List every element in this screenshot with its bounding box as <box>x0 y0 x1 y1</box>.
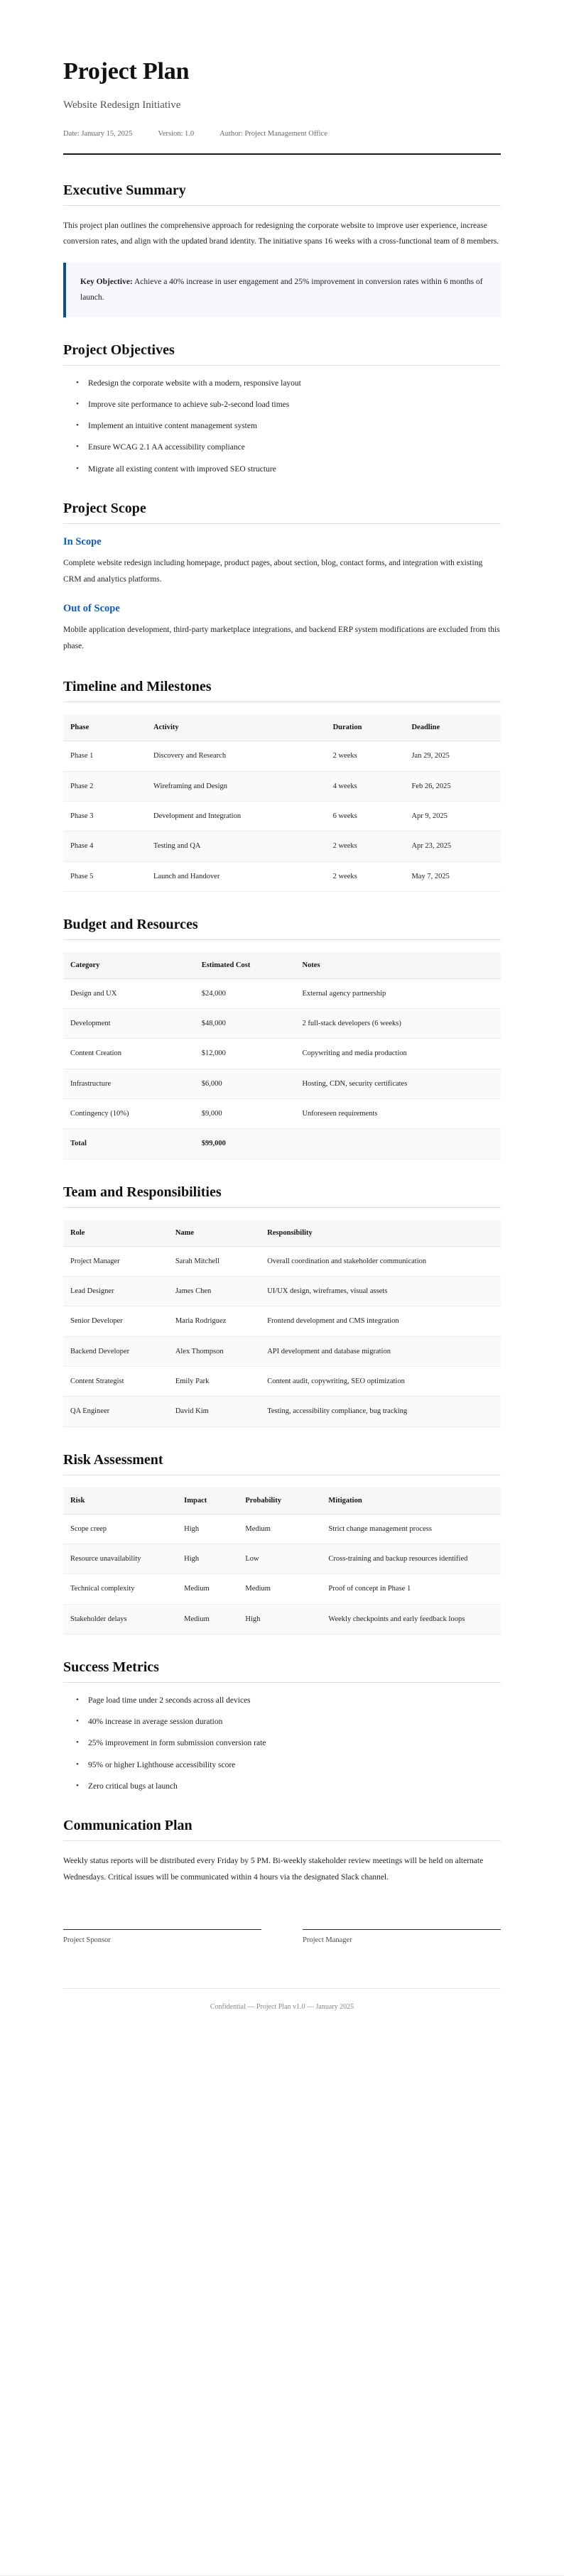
column-header: Role <box>63 1220 168 1247</box>
table-cell: Medium <box>238 1514 321 1544</box>
column-header: Impact <box>177 1488 238 1515</box>
section-divider <box>63 365 501 366</box>
signature-section <box>63 1929 501 1944</box>
table-row <box>63 1544 501 1573</box>
callout-label: Key Objective: <box>80 277 133 286</box>
table-cell: Phase 2 <box>63 771 146 801</box>
table-cell: High <box>238 1604 321 1634</box>
table-cell: James Chen <box>168 1277 260 1306</box>
table-row <box>63 1336 501 1366</box>
table-cell: Project Manager <box>63 1246 168 1276</box>
footer-divider <box>63 1988 501 1989</box>
timeline-table <box>63 714 501 892</box>
table-cell: Content audit, copywriting, SEO optimization <box>260 1366 501 1396</box>
table-cell: Content Strategist <box>63 1366 168 1396</box>
table-cell: Feb 26, 2025 <box>404 771 501 801</box>
callout-text <box>80 274 488 306</box>
signature-line[interactable] <box>303 1929 501 1930</box>
table-cell: Development and Integration <box>146 801 326 831</box>
risk-table <box>63 1488 501 1634</box>
table-cell: Unforeseen requirements <box>295 1099 501 1129</box>
table-cell: $12,000 <box>195 1039 295 1069</box>
table-cell: QA Engineer <box>63 1397 168 1426</box>
document-metadata <box>63 130 501 138</box>
title-divider <box>63 153 501 155</box>
document-subtitle: Website Redesign Initiative <box>63 99 181 111</box>
table-cell: High <box>177 1514 238 1544</box>
table-header-row <box>63 1220 501 1247</box>
table-row <box>63 1039 501 1069</box>
table-row <box>63 801 501 831</box>
table-cell: David Kim <box>168 1397 260 1426</box>
table-row <box>63 1397 501 1426</box>
table-cell: Development <box>63 1009 195 1039</box>
out-of-scope-text: Mobile application development, third-party marketplace integrations, and backend ERP system modifications are excluded from this phase. <box>63 626 500 650</box>
signature-label: Project Manager <box>303 1936 352 1944</box>
table-header-row <box>63 952 501 979</box>
table-cell: Wireframing and Design <box>146 771 326 801</box>
table-cell: UI/UX design, wireframes, visual assets <box>260 1277 501 1306</box>
table-cell: API development and database migration <box>260 1336 501 1366</box>
table-cell: 6 weeks <box>326 801 405 831</box>
table-cell: Design and UX <box>63 978 195 1008</box>
section-heading: Communication Plan <box>63 1818 192 1834</box>
list-item: • Implement an intuitive content management system <box>76 420 501 432</box>
subsection-out-of-scope-heading: Out of Scope <box>63 603 120 615</box>
table-cell: Maria Rodriguez <box>168 1306 260 1336</box>
table-cell: Technical complexity <box>63 1574 177 1604</box>
column-header: Phase <box>63 714 146 741</box>
table-cell: Backend Developer <box>63 1336 168 1366</box>
section-divider <box>63 939 501 940</box>
table-cell: Frontend development and CMS integration <box>260 1306 501 1336</box>
section-divider <box>63 523 501 524</box>
list-item: • Zero critical bugs at launch <box>76 1781 501 1793</box>
column-header: Probability <box>238 1488 321 1515</box>
table-cell: Overall coordination and stakeholder communication <box>260 1246 501 1276</box>
section-executive-summary <box>63 182 501 317</box>
section-heading: Budget and Resources <box>63 916 198 932</box>
section-timeline <box>63 678 501 892</box>
table-row-total <box>63 1129 501 1159</box>
table-cell: Low <box>238 1544 321 1573</box>
section-project-scope <box>63 500 501 654</box>
table-cell: Phase 4 <box>63 831 146 861</box>
table-row <box>63 1604 501 1634</box>
section-risk-assessment <box>63 1451 501 1634</box>
key-objective-callout <box>63 263 501 317</box>
list-item: • Ensure WCAG 2.1 AA accessibility compliance <box>76 442 501 454</box>
list-item: • Improve site performance to achieve sub-2-second load times <box>76 399 501 411</box>
table-cell: Weekly checkpoints and early feedback loops <box>321 1604 501 1634</box>
table-cell: $99,000 <box>195 1129 295 1159</box>
table-cell: Apr 9, 2025 <box>404 801 501 831</box>
subsection-in-scope-heading: In Scope <box>63 535 102 547</box>
table-cell: Apr 23, 2025 <box>404 831 501 861</box>
column-header: Deadline <box>404 714 501 741</box>
table-cell: Stakeholder delays <box>63 1604 177 1634</box>
signature-block-manager <box>303 1929 501 1944</box>
table-cell: Senior Developer <box>63 1306 168 1336</box>
team-table <box>63 1220 501 1427</box>
table-cell: High <box>177 1544 238 1573</box>
callout-body: Achieve a 40% increase in user engagement and 25% improvement in conversion rates within 6 months of launch. <box>80 277 483 302</box>
section-heading: Project Objectives <box>63 342 175 358</box>
table-row <box>63 1069 501 1098</box>
section-heading: Team and Responsibilities <box>63 1184 222 1200</box>
table-cell: Medium <box>177 1574 238 1604</box>
table-row <box>63 1366 501 1396</box>
table-cell: Phase 3 <box>63 801 146 831</box>
table-row <box>63 741 501 771</box>
table-row <box>63 1246 501 1276</box>
table-row <box>63 831 501 861</box>
page-title: Project Plan <box>63 58 190 84</box>
table-row <box>63 861 501 891</box>
table-row <box>63 1009 501 1039</box>
section-heading: Risk Assessment <box>63 1451 163 1468</box>
section-heading: Success Metrics <box>63 1659 159 1675</box>
section-heading: Project Scope <box>63 500 146 516</box>
document-header <box>63 58 501 155</box>
section-heading: Executive Summary <box>63 182 186 198</box>
list-item: • Redesign the corporate website with a modern, responsive layout <box>76 378 501 390</box>
column-header: Estimated Cost <box>195 952 295 979</box>
table-cell: 4 weeks <box>326 771 405 801</box>
executive-summary-paragraph: This project plan outlines the comprehensive approach for redesigning the corporate website to improve user experience, increase conversion rates, and align with the updated brand identity. The initiative spans 16 weeks with a cross-functional team of 8 members. <box>63 221 499 246</box>
section-divider <box>63 1207 501 1208</box>
table-cell: May 7, 2025 <box>404 861 501 891</box>
table-cell: Testing, accessibility compliance, bug tracking <box>260 1397 501 1426</box>
table-cell: 2 weeks <box>326 831 405 861</box>
section-communication-plan <box>63 1817 501 1885</box>
table-cell: Launch and Handover <box>146 861 326 891</box>
table-row <box>63 771 501 801</box>
metrics-list <box>63 1695 501 1793</box>
table-cell: Copywriting and media production <box>295 1039 501 1069</box>
in-scope-text: Complete website redesign including homepage, product pages, about section, blog, contact forms, and integration with existing CRM and analytics platforms. <box>63 559 483 584</box>
table-cell: 2 weeks <box>326 741 405 771</box>
column-header: Activity <box>146 714 326 741</box>
table-cell: Discovery and Research <box>146 741 326 771</box>
table-header-row <box>63 714 501 741</box>
signature-label: Project Sponsor <box>63 1936 111 1944</box>
section-team <box>63 1184 501 1427</box>
signature-line[interactable] <box>63 1929 261 1930</box>
table-cell: 2 weeks <box>326 861 405 891</box>
table-cell: Emily Park <box>168 1366 260 1396</box>
table-cell: Scope creep <box>63 1514 177 1544</box>
meta-author: Author: Project Management Office <box>219 129 327 138</box>
table-cell: Jan 29, 2025 <box>404 741 501 771</box>
table-cell: Contingency (10%) <box>63 1099 195 1129</box>
table-cell: $9,000 <box>195 1099 295 1129</box>
table-cell: Medium <box>238 1574 321 1604</box>
table-cell: Resource unavailability <box>63 1544 177 1573</box>
column-header: Duration <box>326 714 405 741</box>
table-cell: Total <box>63 1129 195 1159</box>
column-header: Name <box>168 1220 260 1247</box>
communication-text: Weekly status reports will be distributed every Friday by 5 PM. Bi-weekly stakeholder review meetings will be held on alternate Wednesdays. Critical issues will be communicated within 4 hours via the designated Slack channel. <box>63 1857 484 1882</box>
table-row <box>63 1514 501 1544</box>
table-cell: 2 full-stack developers (6 weeks) <box>295 1009 501 1039</box>
list-item: • Migrate all existing content with improved SEO structure <box>76 464 501 476</box>
table-cell: Phase 5 <box>63 861 146 891</box>
table-cell: Content Creation <box>63 1039 195 1069</box>
table-row <box>63 978 501 1008</box>
table-cell: Hosting, CDN, security certificates <box>295 1069 501 1098</box>
table-cell <box>295 1129 501 1159</box>
table-cell: Sarah Mitchell <box>168 1246 260 1276</box>
table-row <box>63 1574 501 1604</box>
table-cell: Strict change management process <box>321 1514 501 1544</box>
table-cell: Infrastructure <box>63 1069 195 1098</box>
column-header: Notes <box>295 952 501 979</box>
table-cell: Lead Designer <box>63 1277 168 1306</box>
list-item: • 25% improvement in form submission conversion rate <box>76 1737 501 1750</box>
table-cell: $6,000 <box>195 1069 295 1098</box>
signature-block-sponsor <box>63 1929 261 1944</box>
footer-text: Confidential — Project Plan v1.0 — January 2025 <box>210 2002 354 2011</box>
table-row <box>63 1306 501 1336</box>
objectives-list <box>63 378 501 476</box>
table-row <box>63 1277 501 1306</box>
section-project-objectives <box>63 342 501 476</box>
table-cell: Medium <box>177 1604 238 1634</box>
meta-version: Version: 1.0 <box>158 129 195 138</box>
table-cell: External agency partnership <box>295 978 501 1008</box>
section-budget <box>63 916 501 1159</box>
table-cell: Testing and QA <box>146 831 326 861</box>
section-success-metrics <box>63 1659 501 1793</box>
column-header: Mitigation <box>321 1488 501 1515</box>
meta-date: Date: January 15, 2025 <box>63 129 133 138</box>
column-header: Responsibility <box>260 1220 501 1247</box>
table-cell: Alex Thompson <box>168 1336 260 1366</box>
table-header-row <box>63 1488 501 1515</box>
column-header: Category <box>63 952 195 979</box>
section-heading: Timeline and Milestones <box>63 679 212 695</box>
list-item: • 95% or higher Lighthouse accessibility score <box>76 1759 501 1772</box>
table-row <box>63 1099 501 1129</box>
budget-table <box>63 952 501 1159</box>
table-cell: Cross-training and backup resources identified <box>321 1544 501 1573</box>
section-divider <box>63 205 501 206</box>
section-divider <box>63 1682 501 1683</box>
table-cell: Phase 1 <box>63 741 146 771</box>
section-divider <box>63 1840 501 1841</box>
table-cell: $24,000 <box>195 978 295 1008</box>
list-item: • Page load time under 2 seconds across all devices <box>76 1695 501 1707</box>
table-cell: $48,000 <box>195 1009 295 1039</box>
table-cell: Proof of concept in Phase 1 <box>321 1574 501 1604</box>
list-item: • 40% increase in average session duration <box>76 1716 501 1728</box>
column-header: Risk <box>63 1488 177 1515</box>
